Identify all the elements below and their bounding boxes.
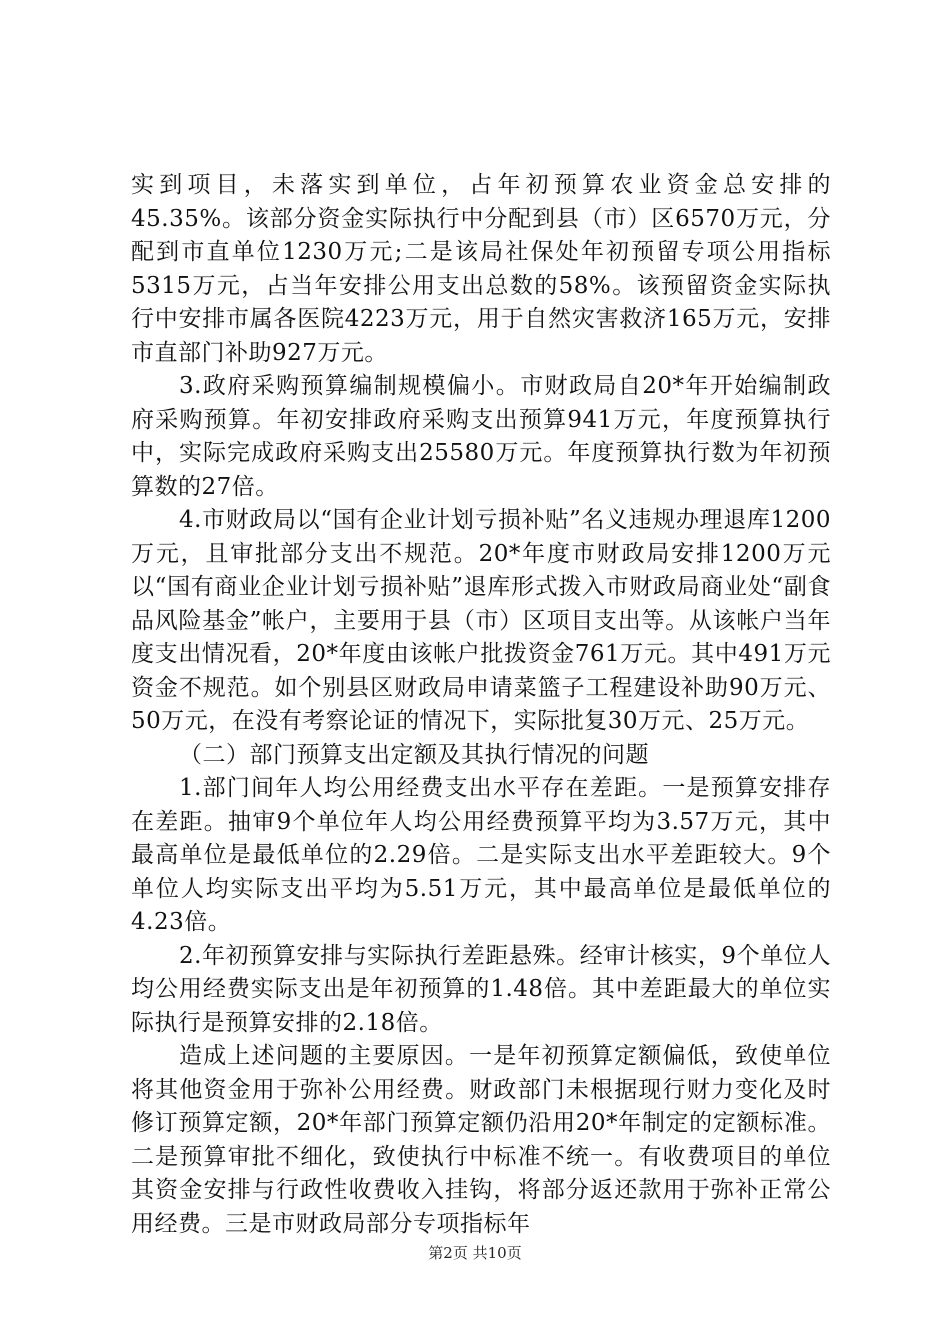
paragraph-execution-gap: 2.年初预算安排与实际执行差距悬殊。经审计核实，9个单位人均公用经费实际支出是年初预算的1.48倍。其中差距最大的单位实际执行是预算安排的2.18倍。: [131, 942, 831, 1036]
section-heading: （二）部门预算支出定额及其执行情况的问题: [179, 741, 649, 768]
paragraph-procurement: 3.政府采购预算编制规模偏小。市财政局自20*年开始编制政府采购预算。年初安排政府采购支出预算941万元，年度预算执行中，实际完成政府采购支出25580万元。年度预算执行数为年初预算数的27倍。: [131, 373, 831, 500]
document-body: [131, 169, 831, 1241]
page-footer: [0, 1243, 950, 1263]
paragraph-continuation: 实到项目，未落实到单位，占年初预算农业资金总安排的45.35%。该部分资金实际执行中分配到县（市）区6570万元，分配到市直单位1230万元;二是该局社保处年初预留专项公用指标5315万元，占当年安排公用支出总数的58%。该预留资金实际执行中安排市属各医院4223万元，用于自然灾害救济165万元，安排市直部门补助927万元。: [131, 172, 831, 366]
paragraph-expense-gap: 1.部门间年人均公用经费支出水平存在差距。一是预算安排存在差距。抽审9个单位年人均公用经费预算平均为3.57万元，其中最高单位是最低单位的2.29倍。二是实际支出水平差距较大。9个单位人均实际支出平均为5.51万元，其中最高单位是最低单位的4.23倍。: [131, 775, 831, 935]
page-number: 第2页 共10页: [428, 1244, 522, 1262]
paragraph-causes: 造成上述问题的主要原因。一是年初预算定额偏低，致使单位将其他资金用于弥补公用经费。财政部门未根据现行财力变化及时修订预算定额，20*年部门预算定额仍沿用20*年制定的定额标准。二是预算审批不细化，致使执行中标准不统一。有收费项目的单位其资金安排与行政性收费收入挂钩，将部分返还款用于弥补正常公用经费。三是市财政局部分专项指标年: [131, 1043, 831, 1237]
paragraph-refund: 4.市财政局以“国有企业计划亏损补贴”名义违规办理退库1200万元，且审批部分支出不规范。20*年度市财政局安排1200万元以“国有商业企业计划亏损补贴”退库形式拨入市财政局商业处“副食品风险基金”帐户，主要用于县（市）区项目支出等。从该帐户当年度支出情况看，20*年度由该帐户批拨资金761万元。其中491万元资金不规范。如个别县区财政局申请菜篮子工程建设补助90万元、50万元，在没有考察论证的情况下，实际批复30万元、25万元。: [131, 507, 831, 734]
